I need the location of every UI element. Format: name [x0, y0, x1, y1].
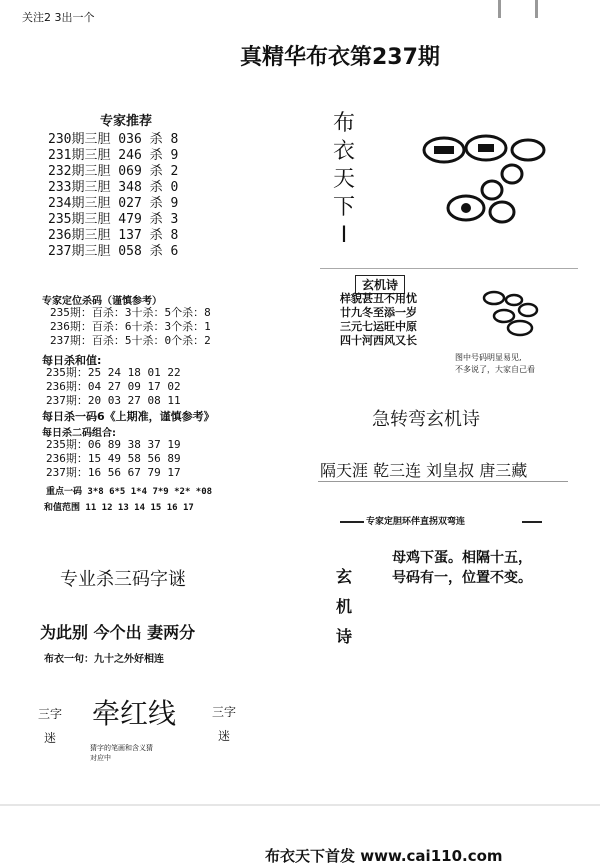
- urgent-line: 隔天涯 乾三连 刘皇叔 唐三藏: [320, 461, 528, 480]
- riddle-hint: 布衣一句：九十之外好相连: [44, 654, 164, 665]
- daily-one-list: [46, 438, 181, 480]
- poem-line: 四十河西风又长: [340, 334, 417, 347]
- top-left-note: 关注2 3出一个: [22, 11, 95, 24]
- xuanji-vertical: [334, 562, 354, 652]
- xuanji-char: 机: [335, 597, 352, 616]
- brand-char: 下: [332, 195, 355, 220]
- poem-illustration: [474, 288, 544, 338]
- poem-title: 玄机诗: [355, 275, 405, 294]
- three-char-right-line: 迷: [218, 729, 231, 743]
- brand-char: 布: [332, 111, 355, 136]
- position-row: 236期：百杀：6十杀：3个杀：1: [50, 320, 211, 333]
- sum-range-line: 和值范围 11 12 13 14 15 16 17: [44, 503, 194, 513]
- focus-line: 重点一码 3*8 6*5 1*4 7*9 *2* *08: [46, 487, 213, 497]
- position-row: 237期：百杀：5十杀：0个杀：2: [50, 334, 211, 347]
- brand-char: I: [340, 223, 348, 248]
- daily-one-row: 237期：16 56 67 79 17: [46, 466, 181, 479]
- footer-text: 布衣天下首发 www.cai110.com: [265, 847, 503, 865]
- riddle-phrase: 为此别 今个出 妻两分: [40, 623, 196, 642]
- expert-row: 234期三胆 027 杀 9: [48, 196, 179, 211]
- expert-row: 231期三胆 246 杀 9: [48, 148, 179, 163]
- daily-one-row: 236期：15 49 58 56 89: [46, 452, 181, 465]
- three-char-main: 牵红线: [92, 697, 177, 730]
- daily-sum-row: 236期：04 27 09 17 02: [46, 380, 181, 393]
- divider: [318, 481, 568, 482]
- brand-char: 衣: [332, 139, 355, 164]
- poem-note-line: 不多说了，大家自己看: [455, 365, 535, 374]
- poem-line: 样貌甚丑不用忧: [340, 292, 417, 305]
- poem-line: 三元七运旺中原: [340, 320, 417, 333]
- expert-row: 236期三胆 137 杀 8: [48, 228, 179, 243]
- three-char-left-line: 迷: [44, 731, 57, 745]
- poem-note: [455, 352, 535, 376]
- position-heading: 专家定位杀码（谨慎参考）: [42, 296, 162, 307]
- divider: [320, 268, 578, 269]
- expert-row: 230期三胆 036 杀 8: [48, 132, 179, 147]
- three-char-sub-line: 猜字的笔画和含义猜: [90, 744, 153, 752]
- ring-illustration: [420, 130, 570, 240]
- expert-row: 235期三胆 479 杀 3: [48, 212, 179, 227]
- poem-line: 廿九冬至添一岁: [340, 306, 417, 319]
- corner-mark: [498, 0, 501, 18]
- expert-row: 233期三胆 348 杀 0: [48, 180, 179, 195]
- position-row: 235期：百杀：3十杀：5个杀：8: [50, 306, 211, 319]
- three-char-sub: [90, 743, 153, 763]
- expert-heading: 专家推荐: [100, 114, 153, 129]
- position-list: [50, 306, 211, 348]
- daily-one-row: 235期：06 89 38 37 19: [46, 438, 181, 451]
- daily-sum-row: 237期：20 03 27 08 11: [46, 394, 181, 407]
- expert-row: 232期三胆 069 杀 2: [48, 164, 179, 179]
- expert-row: 237期三胆 058 杀 6: [48, 244, 179, 259]
- riddle-heading: 专业杀三码字谜: [60, 569, 186, 590]
- xuanji-line: 母鸡下蛋。相隔十五，: [392, 550, 532, 566]
- three-char-left-line: 三字: [38, 707, 63, 721]
- xuanji-lines: [392, 548, 532, 588]
- poem-lines: [340, 292, 417, 348]
- xuanji-char: 诗: [335, 627, 352, 646]
- daily-sum-row: 235期：25 24 18 01 22: [46, 366, 181, 379]
- daily-sum-heading: 每日杀和值:: [42, 354, 102, 367]
- brand-vertical: [330, 110, 358, 250]
- xuanji-line: 号码有一，位置不变。: [392, 570, 532, 586]
- brand-char: 天: [332, 167, 355, 192]
- footer-band: [0, 804, 600, 806]
- xuanji-char: 玄: [335, 567, 352, 586]
- banner-dash: [340, 521, 364, 523]
- three-char-sub-line: 对应中: [90, 754, 111, 762]
- corner-mark: [535, 0, 538, 18]
- banner-dash: [522, 521, 542, 523]
- urgent-title: 急转弯玄机诗: [372, 409, 480, 430]
- daily-sum-list: [46, 366, 181, 408]
- poem-note-line: 图中号码明显易见,: [455, 353, 522, 362]
- daily-one-heading: 每日杀一码6《上期准，谨慎参考》: [42, 410, 215, 423]
- three-char-right-line: 三字: [212, 705, 237, 719]
- three-char-left: [38, 702, 62, 750]
- page-title: 真精华布衣第237期: [240, 45, 440, 70]
- expert-list: [48, 132, 178, 260]
- daily-one-subheading: 每日杀二码组合:: [42, 428, 116, 439]
- expert-banner: 专家定胆环伴直拐双弯连: [366, 517, 466, 527]
- three-char-right: [212, 700, 236, 748]
